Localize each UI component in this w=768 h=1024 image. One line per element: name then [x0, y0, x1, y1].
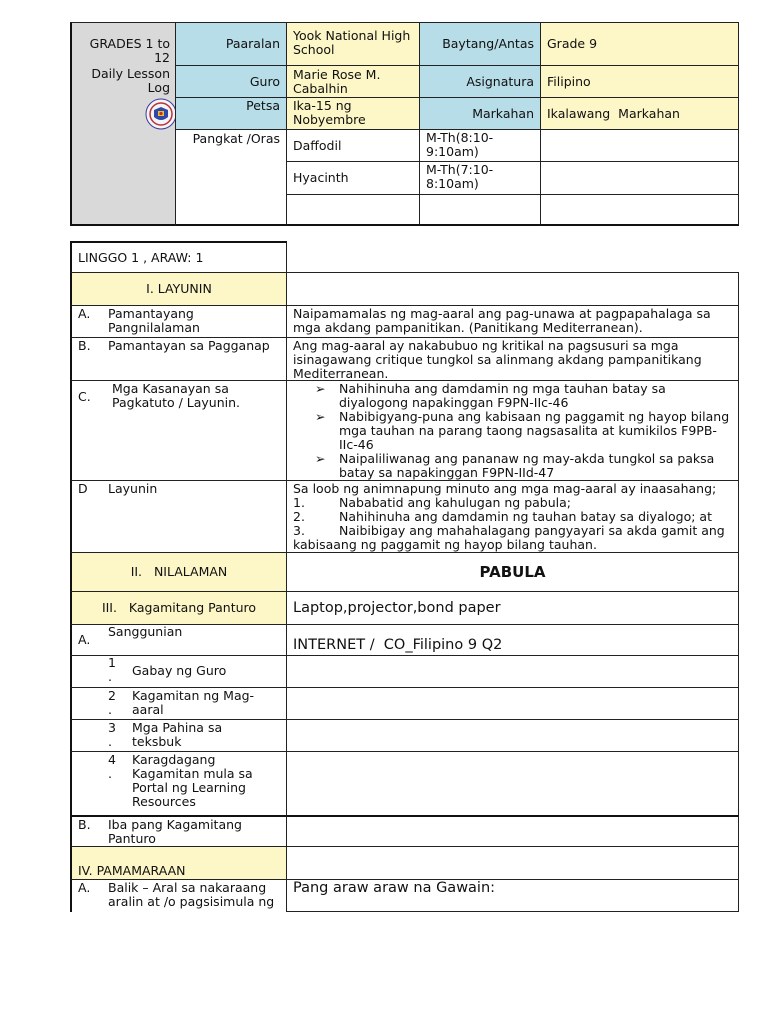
row-letter: A.	[78, 632, 91, 647]
row-letter: D	[78, 481, 88, 496]
section-empty	[286, 194, 420, 226]
ref-number: 2 .	[108, 688, 116, 717]
week-day-label: LINGGO 1 , ARAW: 1	[70, 241, 287, 273]
nilalaman-value: PABULA	[286, 552, 739, 592]
layunin-label	[70, 480, 287, 553]
pamamaraan-heading: IV. PAMAMARAAN	[70, 846, 287, 880]
pamantayang-pangnilalaman-value: Naipamamalas ng mag-aaral ang pag-unawa at pagpapahalaga sa mga akdang pampanitikan. (Panitikang Mediterranean).	[286, 305, 739, 338]
paaralan-value: Yook National High School	[286, 22, 420, 66]
pamantayan-pagganap-label	[70, 337, 287, 381]
petsa-label: Petsa	[175, 97, 287, 130]
markahan-label: Markahan	[419, 97, 541, 130]
list-item: ➢ Nabibigyang-puna ang kabisaan ng paggamit ng hayop bilang mga tauhan na parang taong nagsasalita at kumikilos F9PB-IIc-46	[315, 409, 730, 452]
ref-karagdagang-value	[286, 751, 739, 816]
list-item: 1. Nababatid ang kahulugan ng pabula;	[293, 495, 572, 510]
kasanayan-label	[70, 380, 287, 481]
pamantayang-pangnilalaman-label	[70, 305, 287, 338]
sanggunian-value: INTERNET / CO_Filipino 9 Q2	[286, 624, 739, 656]
kasanayan-list	[293, 382, 732, 480]
sanggunian-label	[70, 624, 287, 656]
list-item: 3. Naibibigay ang mahahalagang pangyayari sa akda gamit ang kabisaang ng paggamit ng hayop bilang tauhan.	[293, 523, 725, 552]
baytang-value: Grade 9	[540, 22, 739, 66]
ref-gabay-label	[70, 655, 287, 688]
ref-kagamitan-value	[286, 687, 739, 720]
ref-gabay-value	[286, 655, 739, 688]
row-label: Balik – Aral sa nakaraang aralin at /o pagsisimula ng	[108, 880, 275, 909]
deped-seal-logo	[145, 98, 177, 130]
section-name: Daffodil	[286, 129, 420, 162]
kagamitan-value: Laptop,projector,bond paper	[286, 591, 739, 625]
arrow-bullet-icon: ➢	[315, 381, 326, 396]
layunin-empty	[286, 272, 739, 306]
section-time: M-Th(8:10-9:10am)	[419, 129, 541, 162]
kagamitan-heading: III. Kagamitang Panturo	[70, 591, 287, 625]
ref-label: Gabay ng Guro	[132, 663, 227, 678]
ref-pahina-value	[286, 719, 739, 752]
row-letter: B.	[78, 817, 91, 832]
arrow-bullet-icon: ➢	[315, 409, 326, 424]
iba-pang-kagamitan-value	[286, 815, 739, 847]
section-extra	[540, 161, 739, 195]
row-label: Iba pang Kagamitang Panturo	[108, 817, 242, 846]
row-label: Mga Kasanayan sa Pagkatuto / Layunin.	[112, 381, 241, 410]
section-empty	[419, 194, 541, 226]
guro-label: Guro	[175, 65, 287, 98]
guro-value: Marie Rose M. Cabalhin	[286, 65, 420, 98]
layunin-intro: Sa loob ng animnapung minuto ang mga mag-aaral ay inaasahang;	[293, 481, 717, 496]
section-extra	[540, 129, 739, 162]
nilalaman-heading: II. NILALAMAN	[70, 552, 287, 592]
layunin-heading: I. LAYUNIN	[70, 272, 287, 306]
asignatura-label: Asignatura	[419, 65, 541, 98]
asignatura-value: Filipino	[540, 65, 739, 98]
arrow-bullet-icon: ➢	[315, 451, 326, 466]
markahan-value: Ikalawang Markahan	[540, 97, 739, 130]
layunin-list	[293, 496, 732, 552]
ref-label: Kagamitan ng Mag-aaral	[132, 688, 255, 717]
pamantayan-pagganap-value: Ang mag-aaral ay nakabubuo ng kritikal na pagsusuri sa mga isinagawang critique tungkol sa alinmang akdang pampanitikang Mediterranean.	[286, 337, 739, 381]
section-time: M-Th(7:10-8:10am)	[419, 161, 541, 195]
baytang-label: Baytang/Antas	[419, 22, 541, 66]
row-letter: B.	[78, 338, 91, 353]
row-label: Pamantayang Pangnilalaman	[108, 306, 200, 335]
ref-label: Karagdagang Kagamitan mula sa Portal ng Learning Resources	[132, 752, 253, 809]
list-item: 2. Nahihinuha ang damdamin ng tauhan batay sa diyalogo; at	[293, 509, 712, 524]
iba-pang-kagamitan-label	[70, 815, 287, 847]
row-letter: C.	[78, 389, 91, 404]
pamamaraan-empty	[286, 846, 739, 880]
layunin-value	[286, 480, 739, 553]
row-letter: A.	[78, 880, 91, 895]
ref-label: Mga Pahina sa teksbuk	[132, 720, 223, 749]
balik-aral-label	[70, 879, 287, 912]
log-title: Daily Lesson Log	[91, 66, 170, 95]
list-item: ➢ Nahihinuha ang damdamin ng mga tauhan batay sa diyalogong napakinggan F9PN-IIc-46	[315, 381, 666, 410]
ref-karagdagang-label	[70, 751, 287, 816]
kasanayan-value	[286, 380, 739, 481]
ref-number: 3 .	[108, 720, 116, 749]
section-name: Hyacinth	[286, 161, 420, 195]
grades-label: GRADES 1 to 12	[89, 36, 170, 65]
row-letter: A.	[78, 306, 91, 321]
balik-aral-value: Pang araw araw na Gawain:	[286, 879, 739, 912]
ref-pahina-label	[70, 719, 287, 752]
row-label: Layunin	[108, 481, 158, 496]
paaralan-label: Paaralan	[175, 22, 287, 66]
petsa-value: Ika-15 ng Nobyembre	[286, 97, 420, 130]
row-label: Pamantayan sa Pagganap	[108, 338, 270, 353]
list-item: ➢ Naipaliliwanag ang pananaw ng may-akda tungkol sa paksa batay sa napakinggan F9PN-IId-47	[315, 451, 715, 480]
ref-number: 1 .	[108, 655, 116, 684]
section-empty	[540, 194, 739, 226]
ref-number: 4 .	[108, 752, 116, 781]
ref-kagamitan-label	[70, 687, 287, 720]
pangkat-label: Pangkat /Oras	[175, 129, 287, 226]
row-label: Sanggunian	[108, 624, 183, 639]
